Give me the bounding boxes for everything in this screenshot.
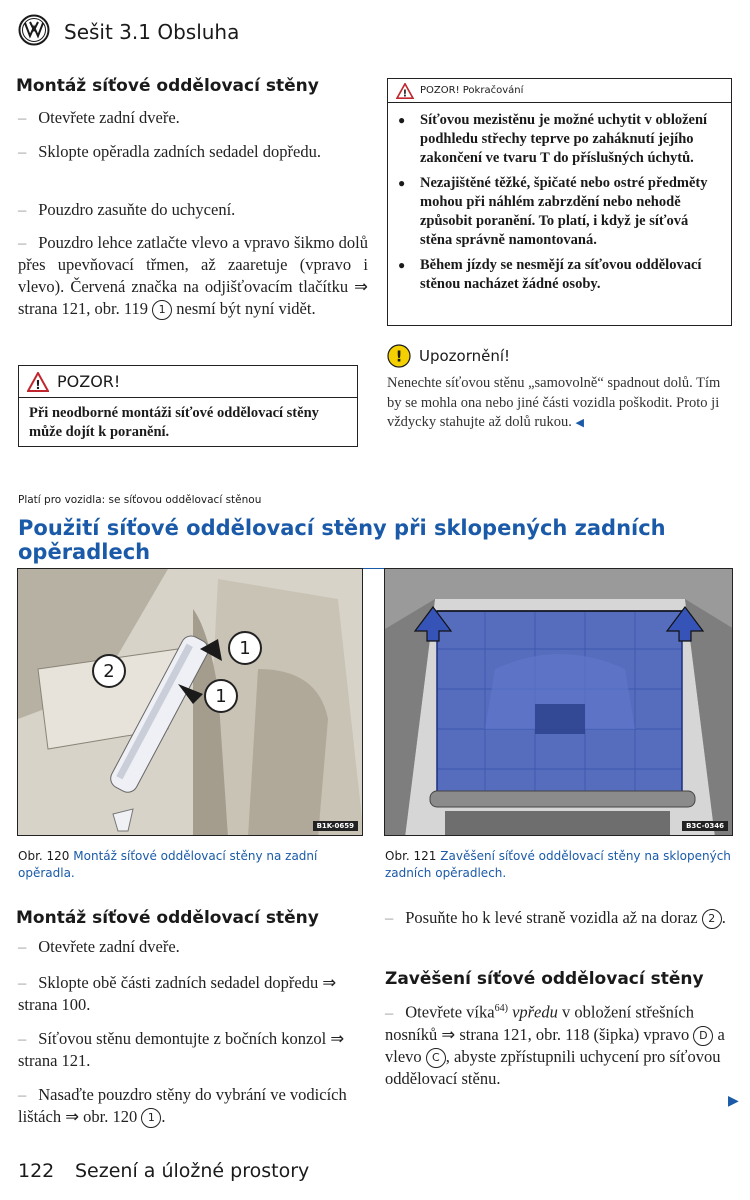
notice — [387, 344, 732, 434]
step-text: , abyste zpřístupnili uchycení pro síťovou oddělovací stěnu. — [385, 1046, 721, 1088]
end-marker-icon: ◀ — [575, 417, 584, 429]
step-text: Pouzdro lehce zatlačte vlevo a vpravo šikmo dolů přes upevňovací třmen, až zaaretuje (vpravo i vlevo). Červená značka na odjišťovacím tlačítku ⇒ strana 121, obr. 119 — [18, 233, 368, 318]
step-4: – Nasaďte pouzdro stěny do vybrání ve vodicích lištách ⇒ obr. 120 1 . — [18, 1085, 347, 1126]
notice-text: Nenechte síťovou stěnu „samovolně“ spadnout dolů. Tím by se mohla ona nebo jiné části vozidla poškodit. Proto ji vždycky stahujte až dolů rukou. — [387, 375, 721, 430]
warning-header — [19, 366, 357, 398]
step-text: Síťovou stěnu demontujte z bočních konzol ⇒ strana 121. — [18, 1029, 345, 1070]
callout-circle: D — [693, 1026, 713, 1046]
step-text: Sklopte opěradla zadních sedadel dopředu. — [38, 142, 321, 161]
warning-continued-box — [387, 78, 732, 326]
step-text: v obložení střešních nosníků ⇒ strana 121, obr. 118 (šipka) vpravo — [385, 1002, 694, 1044]
step-3: – Síťovou stěnu demontujte z bočních konzol ⇒ strana 121. — [18, 1029, 345, 1070]
step-text: Nasaďte pouzdro stěny do vybrání ve vodicích lištách ⇒ obr. 120 — [18, 1085, 347, 1126]
step-text: a vlevo — [385, 1024, 725, 1066]
figure-121-illustration — [385, 569, 733, 836]
svg-text:!: ! — [395, 347, 403, 366]
footnote-ref: 64) — [494, 1003, 508, 1014]
step-1: – Otevřete zadní dveře. — [18, 937, 180, 956]
step-text: Sklopte obě části zadních sedadel dopředu ⇒ strana 100. — [18, 973, 337, 1014]
figure-121 — [384, 568, 733, 836]
bullet-item: ● Nezajištěné těžké, špičaté nebo ostré předměty mohou při náhlém zabrzdění nebo nehodě způsobit poranění. To platí, i když je síťová stěna správně namontovaná. — [388, 174, 723, 250]
step-text: Otevřete zadní dveře. — [38, 937, 180, 956]
warning-box — [18, 365, 358, 447]
figure-id: B1K-0659 — [313, 821, 358, 831]
bullet-item: ● Síťovou mezistěnu je možné uchytit v obložení podhledu střechy teprve po zaháknutí jejího zakončení ve tvaru T do příslušných úchytů. — [388, 111, 723, 168]
callout-circle: C — [426, 1048, 446, 1068]
step-text: Otevřete zadní dveře. — [38, 108, 180, 127]
callout-circle: 1 — [152, 300, 172, 320]
callout-circle: 2 — [702, 909, 722, 929]
caption-text: Zavěšení síťové oddělovací stěny na sklopených zadních opěradlech. — [385, 849, 731, 880]
caption-text: Montáž síťové oddělovací stěny na zadní opěradla. — [18, 849, 318, 880]
figure-id: B3C-0346 — [682, 821, 728, 831]
warning-triangle-icon — [396, 83, 414, 99]
step-2: – Sklopte obě části zadních sedadel dopředu ⇒ strana 100. — [18, 973, 337, 1014]
callout-1: 1 — [228, 631, 262, 665]
section-title: Použití síťové oddělovací stěny při sklopených zadních opěradlech — [18, 516, 733, 569]
callout-circle: 1 — [141, 1108, 161, 1128]
step-b: – Otevřete víka$^{64)}$ vpředu v obložení střešních nosníků ⇒ strana 121, obr. 118 (šipka) vpravo D a vlevo C , abyste zpřístupnili uchycení pro síťovou oddělovací stěnu. — [385, 1002, 725, 1088]
callout-1: 1 — [204, 679, 238, 713]
notice-title: Upozornění! — [419, 347, 511, 365]
svg-text:!: ! — [402, 88, 408, 99]
svg-text:!: ! — [35, 377, 41, 392]
step-4: – Pouzdro lehce zatlačte vlevo a vpravo šikmo dolů přes upevňovací třmen, až zaaretuje (vpravo i vlevo). Červená značka na odjišťovacím tlačítku ⇒ strana 121, obr. 119 1 nesmí být nyní vidět. — [18, 233, 368, 318]
figure-120-illustration — [18, 569, 363, 836]
page-number: 122 — [18, 1160, 55, 1182]
step-a: – Posuňte ho k levé straně vozidla až na doraz 2 . — [385, 908, 726, 927]
bullet-item: ● Během jízdy se nesmějí za síťovou oddělovací stěnou nacházet žádné osoby. — [388, 256, 723, 294]
step-3: – Pouzdro zasuňte do uchycení. — [18, 200, 236, 219]
callout-2: 2 — [92, 654, 126, 688]
step-2: – Sklopte opěradla zadních sedadel dopředu. — [18, 142, 321, 161]
section-heading: Montáž síťové oddělovací stěny — [16, 908, 319, 928]
caption-ref: Obr. 120 — [18, 849, 70, 863]
notice-header — [387, 344, 732, 368]
section-heading: Zavěšení síťové oddělovací stěny — [385, 969, 704, 989]
warning-bullets — [388, 103, 731, 304]
notice-body — [387, 374, 732, 434]
caption-ref: Obr. 121 — [385, 849, 437, 863]
notice-exclamation-icon — [387, 344, 411, 368]
warning-title: POZOR! — [57, 372, 121, 391]
figure-caption — [18, 848, 363, 882]
footer-section: Sezení a úložné prostory — [75, 1160, 310, 1182]
warning-title: POZOR! Pokračování — [420, 85, 524, 96]
figure-120 — [17, 568, 363, 836]
step-text: Posuňte ho k levé straně vozidla až na doraz — [405, 908, 698, 927]
step-1: – Otevřete zadní dveře. — [18, 108, 180, 127]
warning-header — [388, 79, 731, 103]
section-heading: Montáž síťové oddělovací stěny — [16, 76, 319, 96]
applies-to: Platí pro vozidla: se síťovou oddělovací stěnou — [18, 494, 262, 506]
step-text: Otevřete víka — [405, 1002, 495, 1022]
continue-arrow-icon: ▶ — [728, 1094, 739, 1109]
figure-caption — [385, 848, 733, 882]
vw-logo-icon — [18, 14, 50, 46]
header-title: Sešit 3.1 Obsluha — [64, 20, 240, 44]
warning-triangle-icon — [27, 372, 49, 392]
step-text-tail: nesmí být nyní vidět. — [176, 299, 316, 318]
step-text: Pouzdro zasuňte do uchycení. — [38, 200, 236, 219]
warning-body: Při neodborné montáži síťové oddělovací stěny může dojít k poranění. — [29, 405, 319, 440]
step-text-italic: vpředu — [512, 1002, 558, 1022]
